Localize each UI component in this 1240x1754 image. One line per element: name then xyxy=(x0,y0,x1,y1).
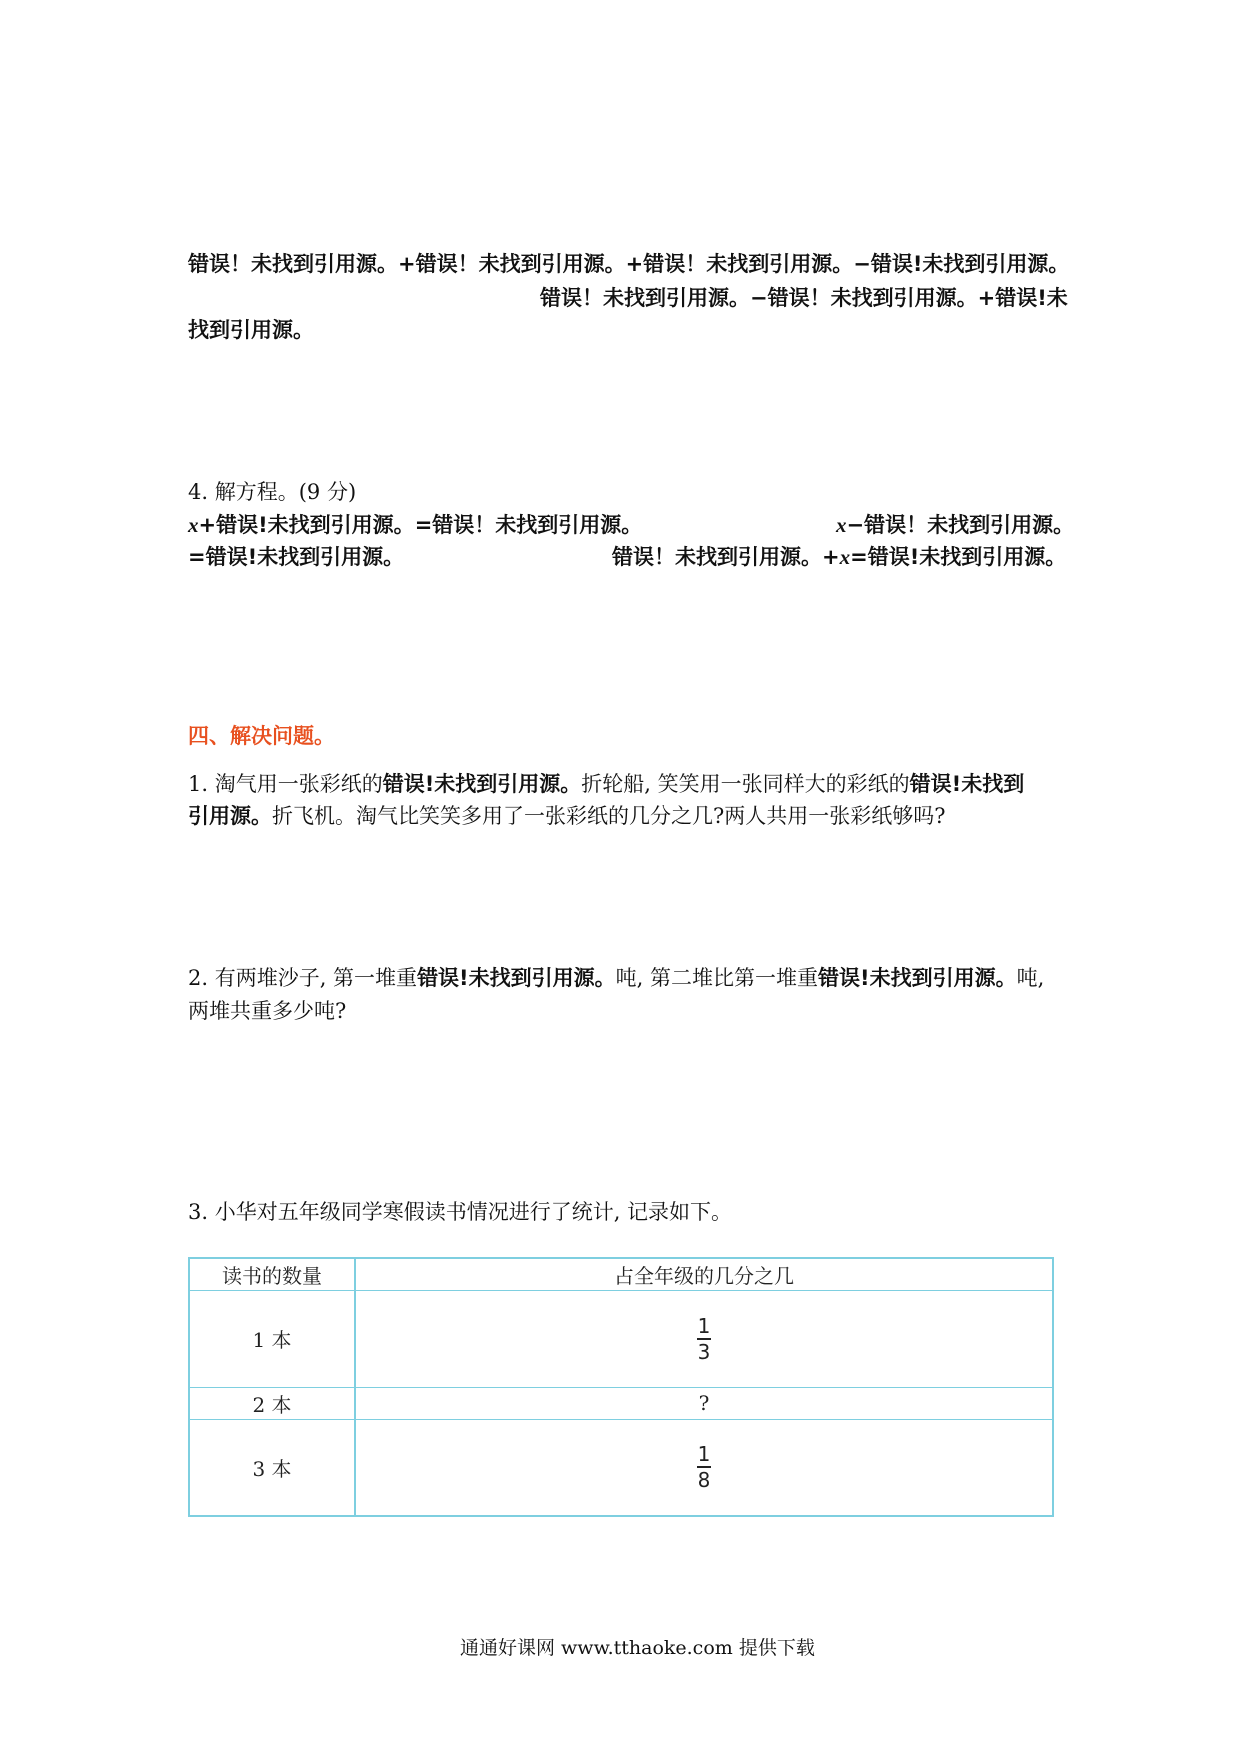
section-heading: 四、解决问题。 xyxy=(188,724,335,748)
problem-text: 吨, xyxy=(1016,966,1045,990)
eq-operator: + xyxy=(822,545,840,569)
numerator: 1 xyxy=(697,1442,711,1467)
reading-stats-table xyxy=(188,1257,1054,1517)
header-cell: 占全年级的几分之几 xyxy=(355,1258,1053,1290)
problem-text: 2. 有两堆沙子, 第一堆重 xyxy=(188,966,418,990)
broken-reference: 错误!未找到引用源。 xyxy=(818,966,1017,990)
fraction-cell xyxy=(355,1419,1053,1516)
expr-term: −错误!未找到引用源。 xyxy=(853,252,1070,276)
page-footer: 通通好课网 www.tthaoke.com 提供下载 xyxy=(460,1637,815,1659)
problem-text: 吨, 第二堆比第一堆重 xyxy=(615,966,818,990)
eq-term: +错误!未找到引用源。 xyxy=(198,513,415,537)
header-cell: 读书的数量 xyxy=(189,1258,355,1290)
denominator: 3 xyxy=(697,1339,711,1364)
eq-term: =错误!未找到引用源。 xyxy=(850,545,1067,569)
equation-2 xyxy=(836,509,1074,541)
row-label: 3 本 xyxy=(189,1419,355,1516)
equation-2-rhs: =错误!未找到引用源。 xyxy=(188,545,405,569)
equations-title: 4. 解方程。(9 分) xyxy=(188,480,357,504)
variable-x: x xyxy=(836,513,847,537)
problem-text: 折飞机。淘气比笑笑多用了一张彩纸的几分之几?两人共用一张彩纸够吗? xyxy=(272,804,946,828)
fraction xyxy=(697,1313,712,1364)
expr-term: −错误！未找到引用源。 xyxy=(750,286,978,310)
numerator: 1 xyxy=(697,1313,711,1338)
problem-text: 1. 淘气用一张彩纸的 xyxy=(188,772,383,796)
table-header-row xyxy=(189,1258,1053,1290)
fraction xyxy=(697,1442,712,1493)
equation-3 xyxy=(612,541,1066,573)
expr-term: 错误！未找到引用源。 xyxy=(188,252,398,276)
denominator: 8 xyxy=(697,1468,711,1493)
eq-term: =错误！未找到引用源。 xyxy=(414,513,643,537)
broken-reference: 错误!未找到引用源。 xyxy=(417,966,616,990)
table-row xyxy=(189,1419,1053,1516)
problem-2-line-2: 两堆共重多少吨? xyxy=(188,999,347,1023)
equation-1 xyxy=(188,509,642,541)
expr-term: +错误！未找到引用源。 xyxy=(398,252,626,276)
broken-reference: 引用源。 xyxy=(188,804,272,828)
problem-text: 折轮船, 笑笑用一张同样大的彩纸的 xyxy=(581,772,910,796)
variable-x: x xyxy=(839,545,851,569)
expression-line-1 xyxy=(188,248,1069,280)
problem-2-line-1 xyxy=(188,962,1044,994)
fraction-cell xyxy=(355,1290,1053,1387)
variable-x: x xyxy=(188,513,199,537)
problem-3: 3. 小华对五年级同学寒假读书情况进行了统计, 记录如下。 xyxy=(188,1200,733,1224)
table-row xyxy=(189,1290,1053,1387)
problem-1-line-2 xyxy=(188,800,946,832)
eq-term: 错误！未找到引用源。 xyxy=(612,545,822,569)
expr-term: +错误!未 xyxy=(977,286,1068,310)
row-label: 1 本 xyxy=(189,1290,355,1387)
problem-1-line-1 xyxy=(188,768,1024,800)
expression-line-2 xyxy=(540,282,1068,314)
broken-reference: 错误!未找到引用源。 xyxy=(382,772,582,796)
row-label: 2 本 xyxy=(189,1387,355,1419)
expr-term: 错误！未找到引用源。 xyxy=(540,286,750,310)
broken-reference: 错误!未找到 xyxy=(909,772,1025,796)
value-cell: ? xyxy=(355,1387,1053,1419)
eq-term: −错误！未找到引用源。 xyxy=(846,513,1075,537)
table-row xyxy=(189,1387,1053,1419)
expression-line-3: 找到引用源。 xyxy=(188,318,314,342)
expr-term: +错误！未找到引用源。 xyxy=(625,252,854,276)
